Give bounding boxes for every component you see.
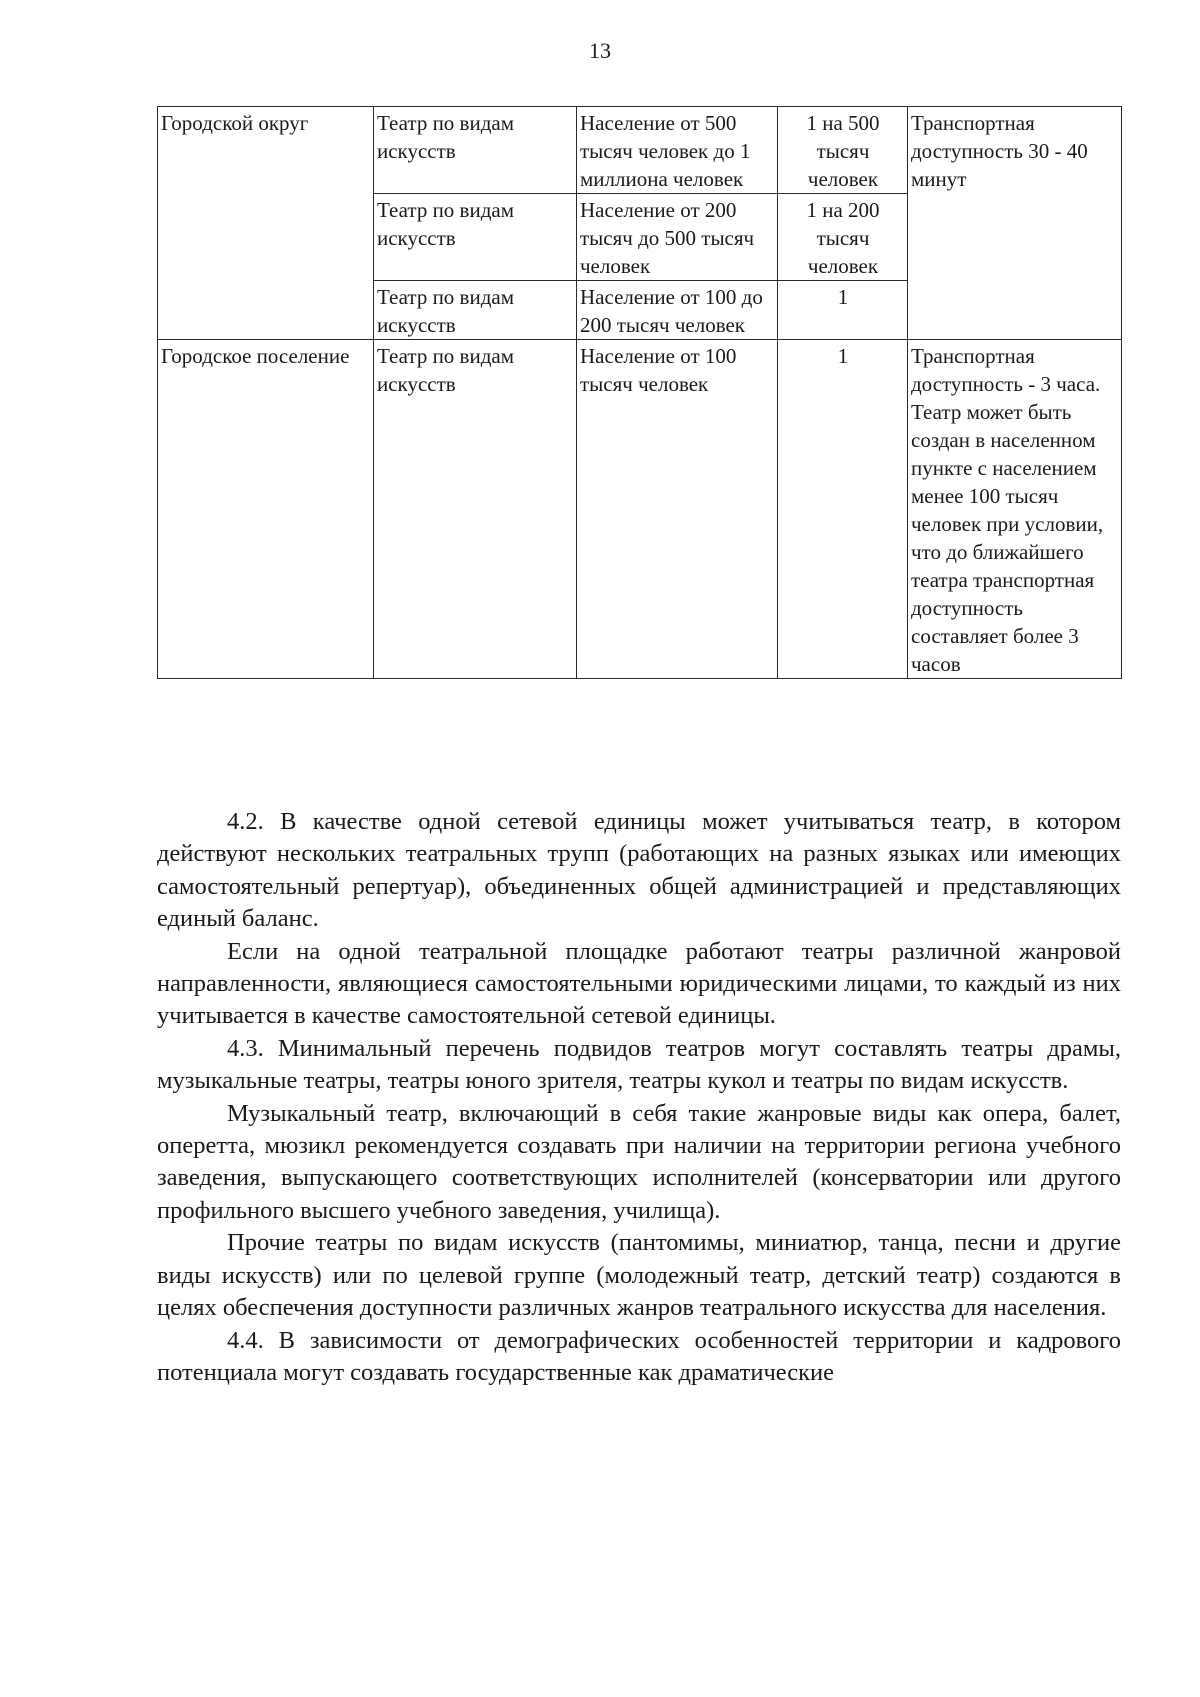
settlement-cell: Городской округ: [158, 107, 374, 340]
count-cell: 1 на 200 тысяч человек: [778, 194, 908, 281]
population-cell: Население от 500 тысяч человек до 1 миллиона человек: [577, 107, 778, 194]
theater-type-cell: Театр по видам искусств: [374, 340, 577, 679]
note-cell: Транспортная доступность 30 - 40 минут: [908, 107, 1122, 340]
theater-type-cell: Театр по видам искусств: [374, 281, 577, 340]
page-number: 13: [589, 38, 611, 63]
note-cell: [908, 340, 1122, 679]
population-cell: Население от 100 тысяч человек: [577, 340, 778, 679]
table-row: [158, 107, 1122, 194]
count-cell: 1: [778, 340, 908, 679]
paragraph: Музыкальный театр, включающий в себя такие жанровые виды как опера, балет, оперетта, мюзикл рекомендуется создавать при наличии на территории региона учебного заведения, выпускающего соответствующих исполнителей (консерватории или другого профильного высшего учебного заведения, училища).: [157, 1099, 1121, 1224]
note-extra-text: Театр может быть создан в населенном пункте с населением менее 100 тысяч человек при условии, что до ближайшего театра транспортная доступность составляет более 3 часов: [911, 400, 1104, 676]
paragraph: Прочие театры по видам искусств (пантомимы, миниатюр, танца, песни и другие виды искусств) или по целевой группе (молодежный театр, детский театр) создаются в целях обеспечения доступности различных жанров театрального искусства для населения.: [157, 1229, 1121, 1322]
paragraph-4-4: 4.4. В зависимости от демографических особенностей территории и кадрового потенциала могут создавать государственные как драматические: [157, 1326, 1121, 1386]
paragraph-4-2: 4.2. В качестве одной сетевой единицы может учитываться театр, в котором действуют нескольких театральных трупп (работающих на разных языках или имеющих самостоятельный репертуар), объединенных общей администрацией и представляющих единый баланс.: [157, 808, 1121, 933]
body-text: [157, 806, 1121, 1389]
paragraph-4-3: 4.3. Минимальный перечень подвидов театров могут составлять театры драмы, музыкальные театры, театры юного зрителя, театры кукол и театры по видам искусств.: [157, 1034, 1121, 1095]
theater-type-cell: Театр по видам искусств: [374, 107, 577, 194]
population-cell: Население от 100 до 200 тысяч человек: [577, 281, 778, 340]
count-cell: 1 на 500 тысяч человек: [778, 107, 908, 194]
theater-norms-table: [157, 106, 1122, 679]
note-text: Транспортная доступность - 3 часа.: [911, 344, 1101, 396]
settlement-cell: Городское поселение: [158, 340, 374, 679]
paragraph: Если на одной театральной площадке работают театры различной жанровой направленности, являющиеся самостоятельными юридическими лицами, то каждый из них учитывается в качестве самостоятельной сетевой единицы.: [157, 937, 1121, 1030]
table-row: [158, 340, 1122, 679]
count-cell: 1: [778, 281, 908, 340]
theater-type-cell: Театр по видам искусств: [374, 194, 577, 281]
population-cell: Население от 200 тысяч до 500 тысяч человек: [577, 194, 778, 281]
